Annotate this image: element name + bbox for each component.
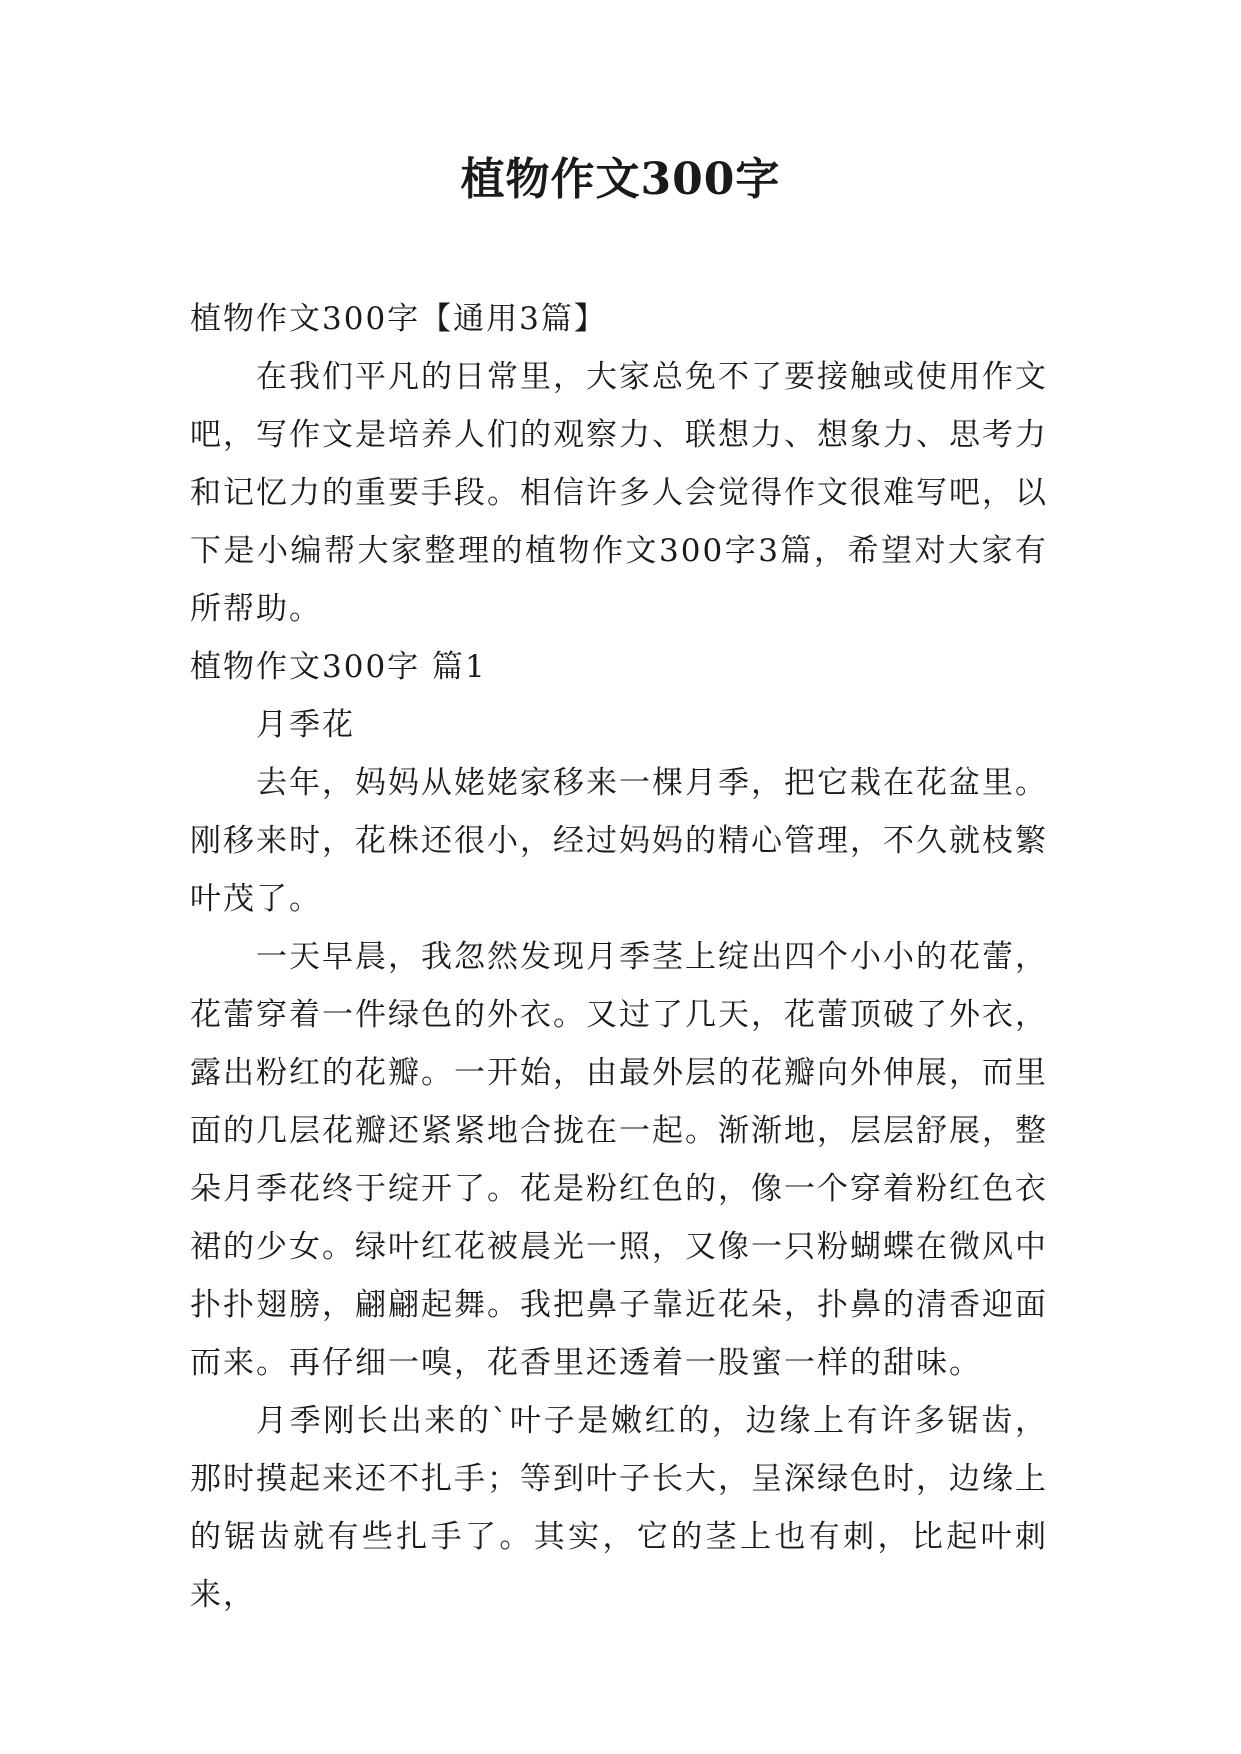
intro-paragraph: 在我们平凡的日常里，大家总免不了要接触或使用作文吧，写作文是培养人们的观察力、联想力、想象力、思考力和记忆力的重要手段。相信许多人会觉得作文很难写吧，以下是小编帮大家整理的植物作文300字3篇，希望对大家有所帮助。 xyxy=(190,359,1048,627)
section-heading: 植物作文300字 篇1 xyxy=(190,649,487,685)
document-subtitle: 植物作文300字【通用3篇】 xyxy=(190,301,607,337)
body-paragraph: 去年，妈妈从姥姥家移来一棵月季，把它栽在花盆里。刚移来时，花株还很小，经过妈妈的精心管理，不久就枝繁叶茂了。 xyxy=(190,765,1048,917)
body-paragraph: 一天早晨，我忽然发现月季茎上绽出四个小小的花蕾，花蕾穿着一件绿色的外衣。又过了几天，花蕾顶破了外衣，露出粉红的花瓣。一开始，由最外层的花瓣向外伸展，而里面的几层花瓣还紧紧地合拢在一起。渐渐地，层层舒展，整朵月季花终于绽开了。花是粉红色的，像一个穿着粉红色衣裙的少女。绿叶红花被晨光一照，又像一只粉蝴蝶在微风中扑扑翅膀，翩翩起舞。我把鼻子靠近花朵，扑鼻的清香迎面而来。再仔细一嗅，花香里还透着一股蜜一样的甜味。 xyxy=(190,939,1048,1381)
document-title: 植物作文300字 xyxy=(460,154,781,205)
essay-title: 月季花 xyxy=(256,707,355,743)
document-body xyxy=(190,290,1048,1624)
body-paragraph: 月季刚长出来的`叶子是嫩红的，边缘上有许多锯齿，那时摸起来还不扎手；等到叶子长大，呈深绿色时，边缘上的锯齿就有些扎手了。其实，它的茎上也有刺，比起叶刺来， xyxy=(190,1403,1048,1613)
